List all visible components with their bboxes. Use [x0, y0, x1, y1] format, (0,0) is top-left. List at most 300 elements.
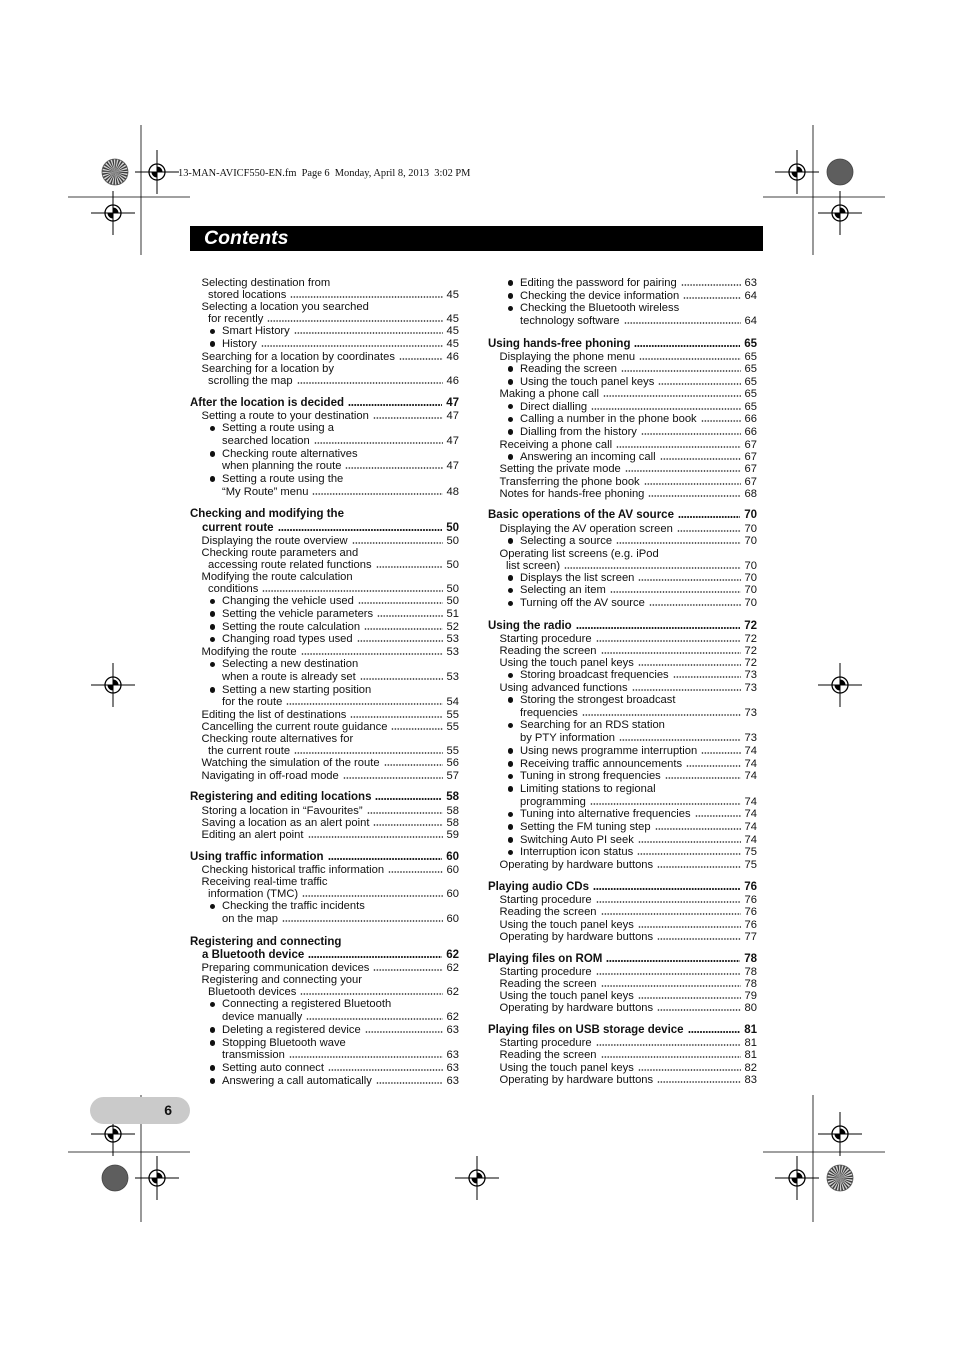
dot-leader	[683, 297, 740, 299]
dot-leader	[638, 926, 741, 928]
toc-page-number: 75	[744, 859, 757, 872]
toc-entry	[190, 351, 459, 363]
toc-line	[190, 1075, 459, 1088]
toc-entry	[488, 1062, 757, 1074]
page-number-tab	[90, 1097, 190, 1124]
page-title: Contents	[204, 227, 289, 249]
dot-leader	[282, 920, 443, 922]
toc-line	[488, 597, 757, 610]
toc-entry-text: programming	[520, 795, 586, 808]
toc-bullet-entry	[190, 608, 459, 621]
toc-page-number: 65	[744, 375, 757, 388]
toc-line	[190, 936, 459, 949]
toc-line	[190, 829, 459, 841]
toc-entry	[488, 548, 757, 572]
toc-page-number: 58	[446, 816, 459, 829]
toc-entry-text: stored locations	[208, 289, 287, 302]
dot-leader	[665, 777, 741, 779]
toc-entry	[190, 301, 459, 325]
toc-entry-text: Storing the strongest broadcast	[520, 694, 676, 707]
toc-entry-text: “My Route” menu	[222, 485, 309, 498]
toc-heading	[488, 881, 757, 894]
toc-page-number: 70	[744, 597, 757, 610]
toc-line	[488, 1074, 757, 1086]
page-number: 6	[164, 1102, 172, 1118]
toc-bullet-entry	[190, 595, 459, 608]
toc-entry-text: Checking the device information	[520, 289, 680, 302]
toc-entry-text: transmission	[222, 1049, 285, 1062]
dot-leader	[376, 566, 443, 568]
toc-line	[488, 1037, 757, 1049]
toc-entry-text: Receiving traffic announcements	[520, 757, 683, 770]
toc-line	[488, 682, 757, 694]
toc-entry-text: Reading the screen	[499, 906, 597, 919]
toc-page-number: 67	[744, 463, 757, 476]
toc-entry-text: Editing an alert point	[201, 828, 304, 841]
toc-entry-text: Navigating in off-road mode	[201, 769, 339, 782]
dot-leader	[657, 1081, 740, 1083]
toc-entry	[190, 974, 459, 998]
toc-entry-text: Switching Auto PI seek	[520, 833, 634, 846]
toc-line	[190, 721, 459, 733]
toc-line	[488, 881, 757, 894]
bullet-icon	[210, 662, 216, 668]
toc-page-number: 70	[744, 534, 757, 547]
toc-line	[190, 325, 459, 338]
toc-entry	[488, 645, 757, 657]
dot-leader	[328, 1069, 443, 1071]
toc-line	[190, 900, 459, 913]
toc-entry-text: Reading the screen	[499, 977, 597, 990]
bullet-icon	[508, 280, 514, 286]
toc-entry-text: Selecting destination from	[201, 277, 331, 289]
dot-leader	[373, 969, 442, 971]
dot-leader	[638, 579, 740, 581]
toc-line	[190, 486, 459, 499]
toc-entry-text: Changing the vehicle used	[222, 595, 354, 608]
dot-leader	[289, 1056, 443, 1058]
toc-entry-text: Starting procedure	[499, 894, 592, 907]
toc-page-number: 46	[446, 350, 459, 363]
registration-mark	[775, 150, 819, 194]
toc-line	[190, 559, 459, 571]
dot-leader	[582, 714, 741, 716]
toc-bullet-entry	[488, 535, 757, 548]
dot-leader	[649, 604, 741, 606]
bullet-icon	[210, 476, 216, 482]
toc-entry	[488, 1049, 757, 1061]
toc-line	[190, 608, 459, 621]
toc-entry-text: for recently	[208, 313, 264, 326]
dot-leader	[343, 777, 443, 779]
toc-entry	[488, 633, 757, 645]
bullet-icon	[210, 637, 216, 643]
toc-page-number: 77	[744, 930, 757, 943]
toc-entry-text: Reading the screen	[499, 1049, 597, 1062]
dot-leader	[655, 828, 741, 830]
toc-entry	[488, 476, 757, 488]
toc-entry-text: Setting a new starting position	[222, 683, 372, 696]
toc-heading	[488, 620, 757, 633]
toc-line	[190, 435, 459, 448]
toc-entry-text: Registering and connecting your	[201, 974, 362, 987]
dot-leader	[352, 542, 443, 544]
dot-leader	[350, 716, 442, 718]
toc-entry-text: when a route is already set	[222, 670, 356, 683]
toc-entry-text: Searching for a location by	[201, 362, 334, 375]
toc-entry-text: Setting the FM tuning step	[520, 821, 651, 834]
toc-line	[190, 583, 459, 595]
bullet-icon	[210, 904, 216, 910]
toc-line	[488, 620, 757, 633]
dot-leader	[384, 764, 443, 766]
toc-line	[488, 560, 757, 572]
toc-line	[488, 953, 757, 966]
toc-bullet-entry	[190, 338, 459, 351]
toc-line	[488, 732, 757, 745]
toc-entry-text: Modifying the route	[201, 646, 297, 659]
toc-entry-text: Selecting a source	[520, 534, 613, 547]
toc-page-number: 65	[744, 400, 757, 413]
dot-leader	[262, 590, 442, 592]
dot-leader	[388, 871, 442, 873]
toc-bullet-entry	[488, 745, 757, 758]
print-stamp: 13-MAN-AVICF550-EN.fm Page 6 Monday, April 8, 2013 3:02 PM	[178, 168, 471, 179]
dot-leader	[596, 901, 741, 903]
toc-entry-text: Displays the list screen	[520, 571, 635, 584]
toc-entry	[488, 388, 757, 400]
toc-line	[190, 986, 459, 998]
toc-line	[488, 426, 757, 439]
dot-leader	[294, 332, 443, 334]
toc-line	[488, 315, 757, 328]
dot-leader	[399, 358, 443, 360]
toc-entry-text: on the map	[222, 913, 278, 926]
registration-mark	[91, 191, 135, 235]
toc-page-number: 58	[446, 804, 459, 817]
toc-line	[190, 684, 459, 697]
toc-entry-text: list screen)	[506, 559, 561, 572]
dot-leader	[596, 973, 741, 975]
toc-entry-text: Searching for a location by coordinates	[201, 350, 395, 363]
toc-line	[488, 363, 757, 376]
dot-leader	[677, 530, 741, 532]
toc-entry-text: by PTY information	[520, 732, 615, 745]
toc-entry	[488, 978, 757, 990]
toc-line	[190, 671, 459, 684]
toc-page-number: 53	[446, 670, 459, 683]
dot-leader	[360, 678, 443, 680]
dot-leader	[619, 739, 741, 741]
toc-entry-text: Setting a route using the	[222, 473, 344, 486]
toc-bullet-entry	[488, 783, 757, 808]
toc-line	[488, 413, 757, 426]
dot-leader	[314, 442, 443, 444]
toc-entry	[190, 876, 459, 900]
dot-leader	[591, 408, 740, 410]
toc-page-number: 60	[446, 864, 459, 877]
toc-heading	[190, 851, 459, 864]
toc-entry-text: Setting the vehicle parameters	[222, 608, 374, 621]
toc-page-number: 78	[744, 965, 757, 978]
toc-line	[190, 397, 459, 410]
toc-bullet-entry	[190, 1024, 459, 1037]
toc-page-number: 54	[446, 696, 459, 709]
toc-line	[488, 1024, 757, 1037]
toc-column-left	[190, 277, 459, 1087]
toc-entry-text: Interruption icon status	[520, 846, 634, 859]
toc-line	[190, 460, 459, 473]
toc-page-number: 74	[744, 795, 757, 808]
toc-entry-text: Preparing communication devices	[201, 962, 370, 975]
dot-leader	[616, 542, 741, 544]
toc-page-number: 50	[446, 595, 459, 608]
toc-entry-text: History	[222, 338, 257, 351]
bullet-icon	[508, 601, 514, 607]
toc-page-number: 60	[446, 913, 459, 926]
toc-entry-text: Reading the screen	[520, 363, 618, 375]
toc-page-number: 47	[446, 410, 459, 423]
dot-leader	[657, 938, 740, 940]
toc-line	[488, 978, 757, 990]
toc-page-number: 72	[744, 645, 757, 658]
toc-line	[488, 1002, 757, 1014]
dot-leader	[308, 956, 442, 958]
toc-page-number: 62	[446, 1011, 459, 1024]
toc-page-number: 50	[446, 559, 459, 572]
bullet-icon	[508, 429, 514, 435]
registration-mark	[775, 1156, 819, 1200]
toc-entry-text: Displaying the AV operation screen	[499, 522, 673, 535]
dot-leader	[596, 1044, 741, 1046]
toc-bullet-entry	[488, 821, 757, 834]
dot-leader	[391, 728, 442, 730]
toc-line	[190, 913, 459, 926]
toc-line	[488, 669, 757, 682]
toc-page-number: 53	[446, 646, 459, 659]
toc-entry-text: Using the radio	[488, 619, 572, 632]
toc-line	[190, 1011, 459, 1024]
dot-leader	[345, 467, 442, 469]
dot-leader	[261, 345, 443, 347]
toc-entry	[488, 1037, 757, 1049]
toc-entry-text: Bluetooth devices	[208, 986, 297, 999]
toc-line	[190, 1037, 459, 1050]
toc-page-number: 81	[744, 1037, 757, 1050]
toc-bullet-entry	[190, 900, 459, 925]
toc-entry-text: Selecting a new destination	[222, 658, 359, 671]
toc-bullet-entry	[190, 1062, 459, 1075]
bullet-icon	[210, 451, 216, 457]
starburst-target	[102, 159, 128, 185]
toc-bullet-entry	[190, 633, 459, 646]
dot-leader	[301, 653, 443, 655]
toc-entry	[190, 709, 459, 721]
toc-line	[488, 584, 757, 597]
toc-entry-text: Dialling from the history	[520, 425, 637, 438]
dot-leader	[593, 888, 740, 890]
toc-entry-text: Using the touch panel keys	[499, 990, 634, 1003]
toc-page-number: 51	[446, 608, 459, 621]
toc-line	[190, 757, 459, 769]
toc-bullet-entry	[190, 658, 459, 683]
toc-entry-text: Displaying the phone menu	[499, 350, 636, 363]
bullet-icon	[210, 1040, 216, 1046]
bullet-icon	[508, 774, 514, 780]
bullet-icon	[508, 588, 514, 594]
bullet-icon	[508, 850, 514, 856]
dot-leader	[300, 993, 442, 995]
toc-page-number: 48	[446, 485, 459, 498]
toc-entry-text: Using advanced functions	[499, 681, 628, 694]
toc-page-number: 70	[744, 571, 757, 584]
registration-mark	[818, 663, 862, 707]
toc-entry-text: Operating by hardware buttons	[499, 930, 654, 943]
toc-entry-text: After the location is decided	[190, 396, 344, 409]
toc-line	[488, 463, 757, 475]
dot-leader	[306, 1018, 442, 1020]
toc-page-number: 55	[446, 709, 459, 722]
toc-line	[488, 990, 757, 1002]
toc-entry	[488, 1074, 757, 1086]
toc-entry-text: Checking route alternatives for	[201, 733, 354, 746]
toc-entry	[190, 571, 459, 595]
toc-line	[190, 745, 459, 757]
toc-page-number: 65	[744, 388, 757, 401]
toc-page-number: 75	[744, 846, 757, 859]
toc-entry-text: Starting procedure	[499, 965, 592, 978]
toc-entry	[488, 931, 757, 943]
starburst-target	[827, 1165, 853, 1191]
bullet-icon	[508, 379, 514, 385]
toc-page-number: 67	[744, 438, 757, 451]
toc-entry-text: Tuning in strong frequencies	[520, 770, 661, 783]
toc-page-number: 45	[446, 289, 459, 302]
toc-bullet-entry	[190, 621, 459, 634]
toc-line	[190, 696, 459, 709]
bullet-icon	[508, 306, 514, 312]
toc-line	[488, 657, 757, 669]
dot-leader	[375, 798, 442, 800]
dot-leader	[624, 322, 741, 324]
toc-line	[488, 645, 757, 657]
toc-heading	[190, 508, 459, 535]
toc-page-number: 57	[446, 769, 459, 782]
toc-page-number: 73	[744, 681, 757, 694]
toc-line	[488, 719, 757, 732]
toc-line	[190, 864, 459, 876]
toc-entry-text: information (TMC)	[208, 888, 299, 901]
toc-line	[190, 805, 459, 817]
toc-line	[190, 535, 459, 547]
toc-line	[488, 859, 757, 871]
toc-bullet-entry	[190, 684, 459, 709]
dot-leader	[601, 913, 741, 915]
toc-page-number: 72	[744, 632, 757, 645]
toc-page-number: 56	[446, 757, 459, 770]
toc-line	[488, 523, 757, 535]
dot-leader	[308, 836, 443, 838]
toc-page-number: 46	[446, 374, 459, 387]
bullet-icon	[210, 599, 216, 605]
toc-entry-text: scrolling the map	[208, 374, 293, 387]
toc-bullet-entry	[488, 376, 757, 389]
toc-entry-text: Checking historical traffic information	[201, 864, 385, 877]
toc-entry-text: Turning off the AV source	[520, 597, 645, 610]
dot-leader	[638, 841, 741, 843]
toc-page-number: 72	[744, 619, 757, 632]
toc-line	[488, 770, 757, 783]
dot-leader	[634, 345, 740, 347]
toc-entry	[190, 817, 459, 829]
toc-entry-text: accessing route related functions	[208, 559, 372, 572]
toc-line	[488, 401, 757, 414]
toc-bullet-entry	[488, 413, 757, 426]
toc-line	[190, 473, 459, 486]
dot-leader	[357, 640, 443, 642]
registration-mark	[818, 1112, 862, 1156]
dot-leader	[376, 1082, 443, 1084]
toc-entry-text: Setting a route to your destination	[201, 410, 369, 423]
toc-entry	[488, 488, 757, 500]
toc-page-number: 64	[744, 315, 757, 328]
bullet-icon	[508, 723, 514, 729]
dot-leader	[278, 529, 443, 531]
dot-leader	[358, 602, 443, 604]
toc-entry	[190, 757, 459, 769]
toc-bullet-entry	[488, 669, 757, 682]
toc-entry	[488, 966, 757, 978]
toc-entry-text: the current route	[208, 745, 291, 758]
toc-page-number: 78	[744, 952, 757, 965]
toc-entry-text: Smart History	[222, 325, 290, 338]
toc-page-number: 74	[744, 833, 757, 846]
dot-leader	[606, 960, 740, 962]
toc-page-number: 64	[744, 289, 757, 302]
toc-page-number: 55	[446, 721, 459, 734]
toc-line	[190, 817, 459, 829]
toc-entry	[190, 277, 459, 301]
toc-bullet-entry	[488, 834, 757, 847]
dot-leader	[373, 824, 442, 826]
toc-entry	[190, 829, 459, 841]
dot-leader	[616, 446, 740, 448]
toc-entry	[488, 990, 757, 1002]
toc-entry-text: a Bluetooth device	[202, 948, 305, 961]
bullet-icon	[508, 673, 514, 679]
toc-bullet-entry	[190, 998, 459, 1023]
toc-entry-text: Checking and modifying the	[190, 508, 344, 521]
toc-page-number: 50	[446, 521, 459, 534]
toc-entry-text: Playing files on ROM	[488, 952, 603, 965]
toc-page-number: 70	[744, 584, 757, 597]
toc-entry-text: Modifying the route calculation	[201, 571, 353, 584]
toc-entry-text: Tuning into alternative frequencies	[520, 808, 691, 821]
toc-page-number: 76	[744, 918, 757, 931]
toc-entry	[488, 439, 757, 451]
toc-entry-text: searched location	[222, 434, 310, 447]
toc-line	[488, 572, 757, 585]
toc-page-number: 63	[446, 1049, 459, 1062]
toc-page-number: 63	[744, 277, 757, 289]
toc-line	[488, 388, 757, 400]
toc-entry-text: when planning the route	[222, 460, 342, 473]
registration-mark	[818, 191, 862, 235]
toc-bullet-entry	[488, 401, 757, 414]
toc-page-number: 60	[446, 850, 459, 863]
toc-line	[190, 301, 459, 313]
title-bar	[190, 226, 763, 251]
